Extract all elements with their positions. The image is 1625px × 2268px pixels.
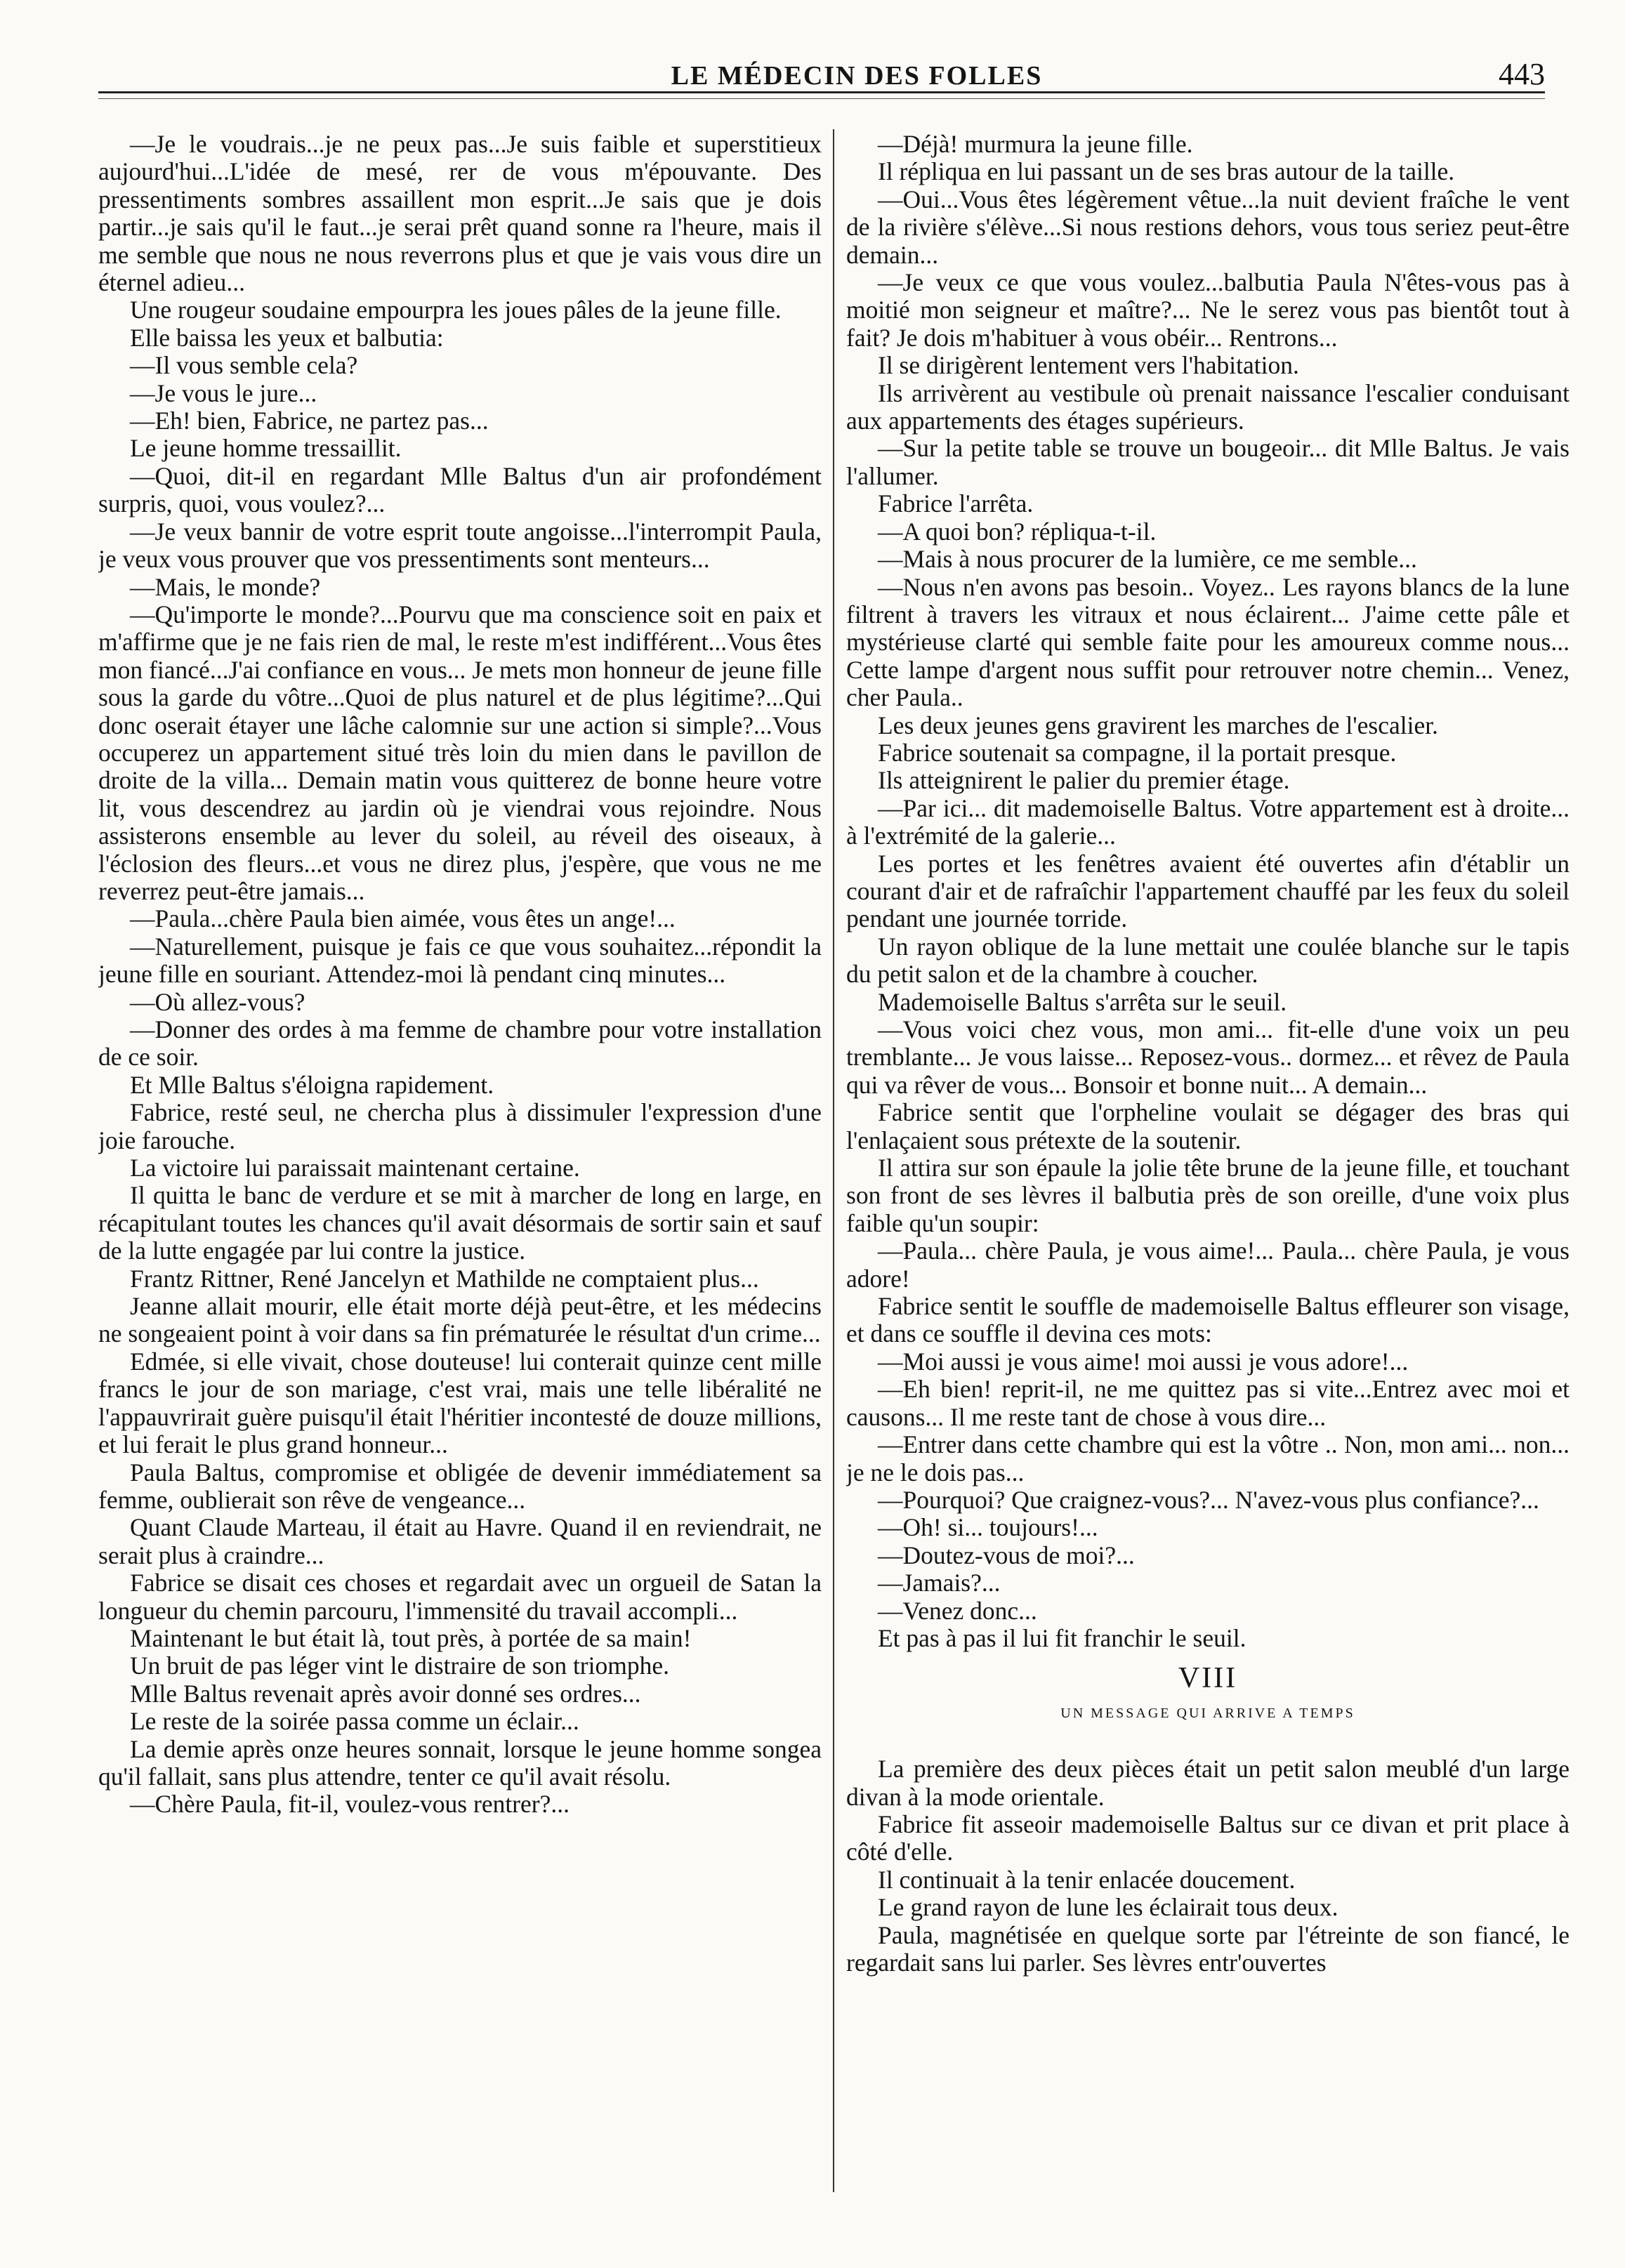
paragraph: —Nous n'en avons pas besoin.. Voyez.. Les rayons blancs de la lune filtrent à travers les vitraux et nous éclairent... J'aime cette pâle et mystérieuse clarté qui semble faite pour les amoureux comme nous... Cette lampe d'argent nous suffit pour retrouver notre chemin... Venez, cher Paula..: [846, 572, 1570, 712]
paragraph: —Naturellement, puisque je fais ce que vous souhaitez...répondit la jeune fille en souriant. Attendez-moi là pendant cinq minutes...: [98, 932, 822, 989]
paragraph: —Jamais?...: [878, 1569, 1001, 1597]
column-divider: [833, 129, 834, 2192]
page-number: 443: [1499, 57, 1545, 91]
left-column: [98, 131, 822, 2195]
paragraph: Fabrice sentit que l'orpheline voulait se dégager des bras qui l'enlaçaient sous prétexte de la soutenir.: [846, 1098, 1570, 1154]
paragraph: —Eh bien! reprit-il, ne me quittez pas si vite...Entrez avec moi et causons... Il me reste tant de chose à vous dire...: [846, 1375, 1570, 1431]
paragraph: —Moi aussi je vous aime! moi aussi je vous adore!...: [878, 1347, 1409, 1376]
paragraph: —Oui...Vous êtes légèrement vêtue...la nuit devient fraîche le vent de la rivière s'élève...Si nous restions dehors, vous tous seriez peut-être demain...: [846, 185, 1570, 269]
paragraph: Les deux jeunes gens gravirent les marches de l'escalier.: [878, 711, 1438, 739]
header-rule: [98, 91, 1545, 93]
paragraph: —Mais à nous procurer de la lumière, ce me semble...: [878, 545, 1417, 574]
paragraph: Il quitta le banc de verdure et se mit à marcher de long en large, en récapitulant toutes les chances qu'il avait désormais de sortir sain et sauf de la lutte engagée par lui contre la justice.: [98, 1181, 822, 1265]
paragraph: Fabrice, resté seul, ne chercha plus à dissimuler l'expression d'une joie farouche.: [98, 1098, 822, 1154]
paragraph: Une rougeur soudaine empourpra les joues pâles de la jeune fille.: [130, 296, 782, 324]
paragraph: Il répliqua en lui passant un de ses bras autour de la taille.: [878, 157, 1455, 186]
running-title: LE MÉDECIN DES FOLLES: [671, 61, 1043, 91]
paragraph: —Je vous le jure...: [130, 378, 317, 407]
paragraph: —Je veux bannir de votre esprit toute angoisse...l'interrompit Paula, je veux vous prouver que vos pressentiments sont menteurs...: [98, 517, 822, 574]
paragraph: La première des deux pièces était un petit salon meublé d'un large divan à la mode orientale.: [846, 1755, 1570, 1811]
paragraph: Frantz Rittner, René Jancelyn et Mathilde ne comptaient plus...: [130, 1264, 759, 1293]
page-header: [98, 46, 1545, 93]
paragraph: —Déjà! murmura la jeune fille.: [878, 131, 1193, 158]
paragraph: Ils arrivèrent au vestibule où prenait naissance l'escalier conduisant aux appartements des étages supérieurs.: [846, 378, 1570, 435]
paragraph: Les portes et les fenêtres avaient été ouvertes afin d'établir un courant d'air et de rafraîchir l'appartement chauffé par les feux du soleil pendant une journée torride.: [846, 849, 1570, 933]
paragraph: Fabrice sentit le souffle de mademoiselle Baltus effleurer son visage, et dans ce souffle il devina ces mots:: [846, 1292, 1570, 1348]
paragraph: —Donner des ordes à ma femme de chambre pour votre installation de ce soir.: [98, 1015, 822, 1072]
paragraph: —Je le voudrais...je ne peux pas...Je suis faible et superstitieux aujourd'hui...L'idée de mesé, rer de vous m'épouvante. Des pressentiments sombres assaillent mon esprit...Je sais que je dois partir...je sais qu'il le faut...je serai prêt quand sonne ra l'heure, mais il me semble que nous ne nous reverrons plus et que je vais vous dire un éternel adieu...: [98, 131, 822, 297]
paragraph: Fabrice fit asseoir mademoiselle Baltus sur ce divan et prit place à côté d'elle.: [846, 1809, 1570, 1866]
paragraph: Fabrice se disait ces choses et regardait avec un orgueil de Satan la longueur du chemin parcouru, l'immensité du travail accompli...: [98, 1569, 822, 1625]
paragraph: Il se dirigèrent lentement vers l'habitation.: [878, 351, 1299, 380]
paragraph: Elle baissa les yeux et balbutia:: [130, 323, 444, 352]
paragraph: La victoire lui paraissait maintenant certaine.: [130, 1154, 580, 1182]
paragraph: Ils atteignirent le palier du premier étage.: [878, 766, 1290, 795]
paragraph: Le jeune homme tressaillit.: [130, 434, 402, 463]
paragraph: —Mais, le monde?: [130, 572, 321, 601]
right-column: [846, 131, 1570, 2195]
paragraph: —Doutez-vous de moi?...: [878, 1541, 1135, 1569]
paragraph: Quant Claude Marteau, il était au Havre. Quand il en reviendrait, ne serait plus à craindre...: [98, 1513, 822, 1569]
paragraph: Paula, magnétisée en quelque sorte par l'étreinte de son fiancé, le regardait sans lui parler. Ses lèvres entr'ouvertes: [846, 1920, 1570, 1977]
paragraph: Paula Baltus, compromise et obligée de devenir immédiatement sa femme, oublierait son rêve de vengeance...: [98, 1458, 822, 1514]
chapter-title: UN MESSAGE QUI ARRIVE A TEMPS: [1060, 1705, 1355, 1721]
paragraph: —Paula...chère Paula bien aimée, vous êtes un ange!...: [130, 904, 676, 933]
paragraph: La demie après onze heures sonnait, lorsque le jeune homme songea qu'il fallait, sans plus attendre, tenter ce qu'il avait résolu.: [98, 1734, 822, 1791]
paragraph: Il continuait à la tenir enlacée doucement.: [878, 1865, 1296, 1894]
paragraph: Mademoiselle Baltus s'arrêta sur le seuil.: [878, 987, 1287, 1016]
paragraph: —Je veux ce que vous voulez...balbutia Paula N'êtes-vous pas à moitié mon seigneur et maître?... Ne le serez vous pas bientôt tout à fait? Je dois m'habituer à vous obéir... Rentrons...: [846, 268, 1570, 352]
paragraph: —A quoi bon? répliqua-t-il.: [878, 517, 1157, 546]
paragraph: Edmée, si elle vivait, chose douteuse! lui conterait quinze cent mille francs le jour de son mariage, c'est vrai, mais une telle libéralité ne l'appauvrirait guère puisqu'il était l'héritier incontesté de douze millions, et lui ferait le plus grand honneur...: [98, 1347, 822, 1459]
paragraph: Jeanne allait mourir, elle était morte déjà peut-être, et les médecins ne songeaient point à voir dans sa fin prématurée le résultat d'un crime...: [98, 1292, 822, 1348]
paragraph: —Pourquoi? Que craignez-vous?... N'avez-vous plus confiance?...: [878, 1485, 1539, 1514]
paragraph: —Entrer dans cette chambre qui est la vôtre .. Non, mon ami... non... je ne le dois pas...: [846, 1430, 1570, 1486]
paragraph: —Qu'importe le monde?...Pourvu que ma conscience soit en paix et m'affirme que je ne fais rien de mal, le reste m'est indifférent...Vous êtes mon fiancé...J'ai confiance en vous... Je mets mon honneur de jeune fille sous la garde du vôtre...Quoi de plus naturel et de plus légitime?...Qui donc oserait étayer une lâche calomnie sur une action si simple?...Vous occuperez un appartement situé très loin du mien dans le pavillon de droite de la villa... Demain matin vous quitterez de bonne heure votre lit, vous descendrez au jardin où je viendrai vous rejoindre. Nous assisterons ensemble au lever du soleil, au réveil des oiseaux, à l'éclosion des fleurs...et vous ne direz plus, j'espère, que vous ne me reverrez peut-être jamais...: [98, 600, 822, 905]
paragraph: —Oh! si... toujours!...: [878, 1513, 1098, 1542]
header-rule-thin: [98, 98, 1545, 99]
paragraph: —Quoi, dit-il en regardant Mlle Baltus d'un air profondément surpris, quoi, vous voulez?...: [98, 461, 822, 518]
paragraph: —Vous voici chez vous, mon ami... fit-elle d'une voix un peu tremblante... Je vous laisse... Reposez-vous.. dormez... et rêvez de Paula qui va rêver de vous... Bonsoir et bonne nuit... A demain...: [846, 1015, 1570, 1099]
paragraph: Et pas à pas il lui fit franchir le seuil.: [878, 1623, 1246, 1652]
paragraph: —Paula... chère Paula, je vous aime!... Paula... chère Paula, je vous adore!: [846, 1237, 1570, 1293]
paragraph: Maintenant le but était là, tout près, à portée de sa main!: [130, 1623, 692, 1652]
paragraph: Le grand rayon de lune les éclairait tous deux.: [878, 1893, 1338, 1922]
paragraph: —Il vous semble cela?: [130, 351, 358, 380]
paragraph: Fabrice soutenait sa compagne, il la portait presque.: [878, 738, 1397, 767]
paragraph: Un rayon oblique de la lune mettait une coulée blanche sur le tapis du petit salon et de la chambre à coucher.: [846, 932, 1570, 989]
paragraph: Fabrice l'arrêta.: [878, 489, 1034, 518]
paragraph: —Où allez-vous?: [130, 987, 305, 1016]
paragraph: —Venez donc...: [878, 1596, 1037, 1625]
paragraph: —Eh! bien, Fabrice, ne partez pas...: [130, 407, 489, 435]
paragraph: —Chère Paula, fit-il, voulez-vous rentrer?...: [130, 1790, 570, 1819]
paragraph: Il attira sur son épaule la jolie tête brune de la jeune fille, et touchant son front de ses lèvres il balbutia près de son oreille, d'une voix plus faible qu'un soupir:: [846, 1154, 1570, 1237]
paragraph: Un bruit de pas léger vint le distraire de son triomphe.: [130, 1651, 669, 1680]
paragraph: Le reste de la soirée passa comme un éclair...: [130, 1707, 579, 1736]
chapter-number: VIII: [1178, 1662, 1238, 1695]
paragraph: Mlle Baltus revenait après avoir donné ses ordres...: [130, 1679, 641, 1708]
paragraph: —Sur la petite table se trouve un bougeoir... dit Mlle Baltus. Je vais l'allumer.: [846, 434, 1570, 490]
paragraph: —Par ici... dit mademoiselle Baltus. Votre appartement est à droite... à l'extrémité de la galerie...: [846, 793, 1570, 850]
paragraph: Et Mlle Baltus s'éloigna rapidement.: [130, 1070, 494, 1099]
